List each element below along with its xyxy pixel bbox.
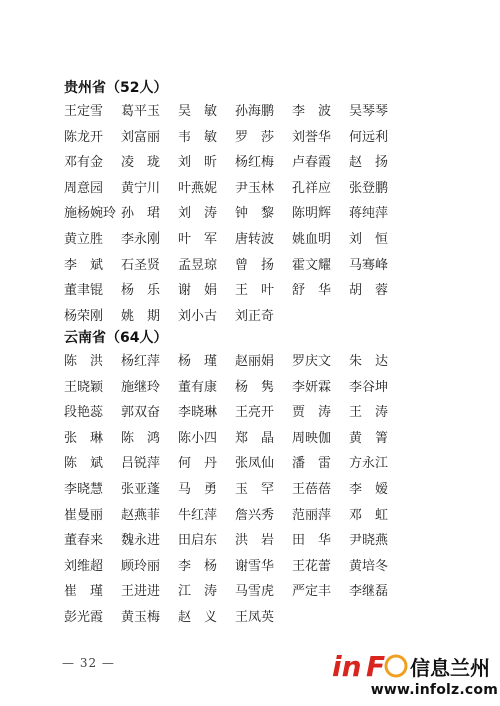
page-number: — 32 —	[62, 656, 115, 670]
person-name: 张亚蓬	[121, 481, 161, 497]
person-name: 彭光霞	[64, 609, 104, 625]
person-name: 舒 华	[292, 283, 332, 299]
person-name: 杨红萍	[121, 354, 161, 369]
person-name: 葛平玉	[121, 104, 161, 119]
person-name: 赵丽娟	[235, 354, 275, 369]
person-name: 施继玲	[121, 379, 161, 395]
person-name: 黄 箐	[349, 430, 389, 446]
person-name: 李 波	[292, 104, 332, 119]
person-name: 陈小四	[178, 430, 218, 446]
person-name: 何 丹	[178, 456, 218, 472]
person-name: 魏永进	[121, 533, 161, 549]
person-name: 邓有金	[64, 155, 104, 171]
person-name: 李晓慧	[64, 481, 104, 497]
person-name: 顾玲丽	[121, 558, 161, 574]
person-name: 马雪虎	[235, 584, 275, 600]
person-name: 王花蕾	[292, 558, 332, 574]
person-name: 郑 晶	[235, 430, 275, 446]
person-name: 叶燕妮	[178, 180, 218, 196]
person-name: 董有康	[178, 379, 218, 395]
person-name: 严定丰	[292, 584, 332, 600]
person-name: 崔 瑾	[64, 584, 104, 600]
person-name: 陈 洪	[64, 354, 104, 369]
person-name: 杨 瑾	[178, 354, 218, 369]
person-name: 王进进	[121, 584, 161, 600]
logo-wordmark-icon	[330, 646, 498, 686]
person-name: 刘 昕	[178, 155, 218, 171]
person-name: 范丽萍	[292, 507, 332, 523]
person-name: 李 斌	[64, 257, 104, 273]
person-name: 陈龙开	[64, 129, 104, 145]
person-name: 董聿锟	[64, 283, 104, 299]
person-name: 叶 军	[178, 231, 218, 247]
person-name: 王蓓蓓	[292, 481, 332, 497]
person-name: 张 琳	[64, 430, 104, 446]
person-name: 李谷坤	[349, 379, 389, 395]
person-name: 周意园	[64, 180, 104, 196]
person-name: 吕锐萍	[121, 456, 161, 472]
person-name: 段艳蕊	[64, 405, 104, 421]
person-name: 马骞峰	[349, 257, 389, 273]
person-name: 黄立胜	[64, 231, 104, 247]
site-logo	[330, 646, 498, 700]
person-name: 施杨婉玲	[64, 206, 117, 222]
person-name: 胡 蓉	[349, 283, 389, 299]
person-name: 周映伽	[292, 430, 332, 446]
person-name: 罗 莎	[235, 129, 275, 145]
person-name: 姚 期	[121, 308, 161, 324]
person-name: 杨荣刚	[64, 308, 104, 324]
section-title: 云南省（64人）	[64, 330, 168, 346]
person-name: 赵燕菲	[121, 507, 161, 523]
person-name: 刘维超	[64, 558, 104, 574]
person-name: 蒋纯萍	[349, 206, 389, 222]
person-name: 孙 珺	[121, 206, 161, 222]
person-name: 李 嫒	[349, 481, 389, 497]
person-name: 李 杨	[178, 558, 218, 574]
person-name: 刘 恒	[349, 231, 389, 247]
person-name: 尹玉林	[235, 180, 275, 196]
person-name: 李晓琳	[178, 405, 218, 421]
person-name: 凌 珑	[121, 155, 161, 171]
person-name: 李妍霖	[292, 379, 332, 395]
person-name: 江 涛	[178, 584, 218, 600]
person-name: 曾 扬	[235, 257, 275, 273]
person-name: 田启东	[178, 533, 218, 549]
person-name: 黄玉梅	[121, 609, 161, 625]
person-name: 何远利	[349, 129, 389, 145]
person-name: 王 涛	[349, 405, 389, 421]
person-name: 玉 罕	[235, 481, 275, 497]
person-name: 詹兴秀	[235, 507, 275, 523]
name-grid	[64, 99, 464, 329]
person-name: 张登鹏	[349, 180, 389, 196]
person-name: 张凤仙	[235, 456, 275, 472]
person-name: 钟 黎	[235, 206, 275, 222]
section-title: 贵州省（52人）	[64, 80, 168, 96]
section-guizhou	[64, 77, 464, 329]
person-name: 方永江	[349, 456, 389, 472]
person-name: 杨红梅	[235, 155, 275, 171]
section-yunnan	[64, 327, 464, 631]
logo-url: www.infolz.com	[370, 682, 498, 698]
person-name: 孔祥应	[292, 180, 332, 196]
person-name: 吴 敏	[178, 104, 218, 119]
person-name: 洪 岩	[235, 533, 275, 549]
person-name: 孟昱琼	[178, 257, 218, 273]
svg-text:信息兰州: 信息兰州	[410, 656, 490, 680]
person-name: 朱 达	[349, 354, 389, 369]
person-name: 黄培冬	[349, 558, 389, 574]
person-name: 谢 娟	[178, 283, 218, 299]
person-name: 杨 乐	[121, 283, 161, 299]
person-name: 刘富丽	[121, 129, 161, 145]
person-name: 邓 虹	[349, 507, 389, 523]
person-name: 崔曼丽	[64, 507, 104, 523]
person-name: 陈明辉	[292, 206, 332, 222]
person-name: 黄宁川	[121, 180, 161, 196]
person-name: 董春来	[64, 533, 104, 549]
person-name: 贾 涛	[292, 405, 332, 421]
person-name: 王 叶	[235, 283, 275, 299]
person-name: 孙海鹏	[235, 104, 275, 119]
person-name: 马 勇	[178, 481, 218, 497]
person-name: 陈 鸿	[121, 430, 161, 446]
person-name: 刘誉华	[292, 129, 332, 145]
person-name: 王凤英	[235, 609, 275, 625]
person-name: 刘 涛	[178, 206, 218, 222]
person-name: 谢雪华	[235, 558, 275, 574]
person-name: 牛红萍	[178, 507, 218, 523]
person-name: 王亮开	[235, 405, 275, 421]
person-name: 王晓颖	[64, 379, 104, 395]
person-name: 唐转波	[235, 231, 275, 247]
person-name: 王定雪	[64, 104, 104, 119]
person-name: 李永刚	[121, 231, 161, 247]
svg-text:F: F	[366, 650, 386, 683]
person-name: 赵 扬	[349, 155, 389, 171]
person-name: 陈 斌	[64, 456, 104, 472]
person-name: 赵 义	[178, 609, 218, 625]
person-name: 刘小古	[178, 308, 218, 324]
person-name: 霍文耀	[292, 257, 332, 273]
person-name: 田 华	[292, 533, 332, 549]
person-name: 吴琴琴	[349, 104, 389, 119]
person-name: 韦 敏	[178, 129, 218, 145]
person-name: 李继磊	[349, 584, 389, 600]
person-name: 郭双奋	[121, 405, 161, 421]
person-name: 尹晓燕	[349, 533, 389, 549]
person-name: 潘 雷	[292, 456, 332, 472]
person-name: 卢春霞	[292, 155, 332, 171]
person-name: 杨 隽	[235, 379, 275, 395]
name-grid	[64, 349, 464, 631]
person-name: 姚血明	[292, 231, 332, 247]
person-name: 石圣贤	[121, 257, 161, 273]
person-name: 刘正奇	[235, 308, 275, 324]
svg-text:in: in	[332, 650, 362, 683]
person-name: 罗庆文	[292, 354, 332, 369]
